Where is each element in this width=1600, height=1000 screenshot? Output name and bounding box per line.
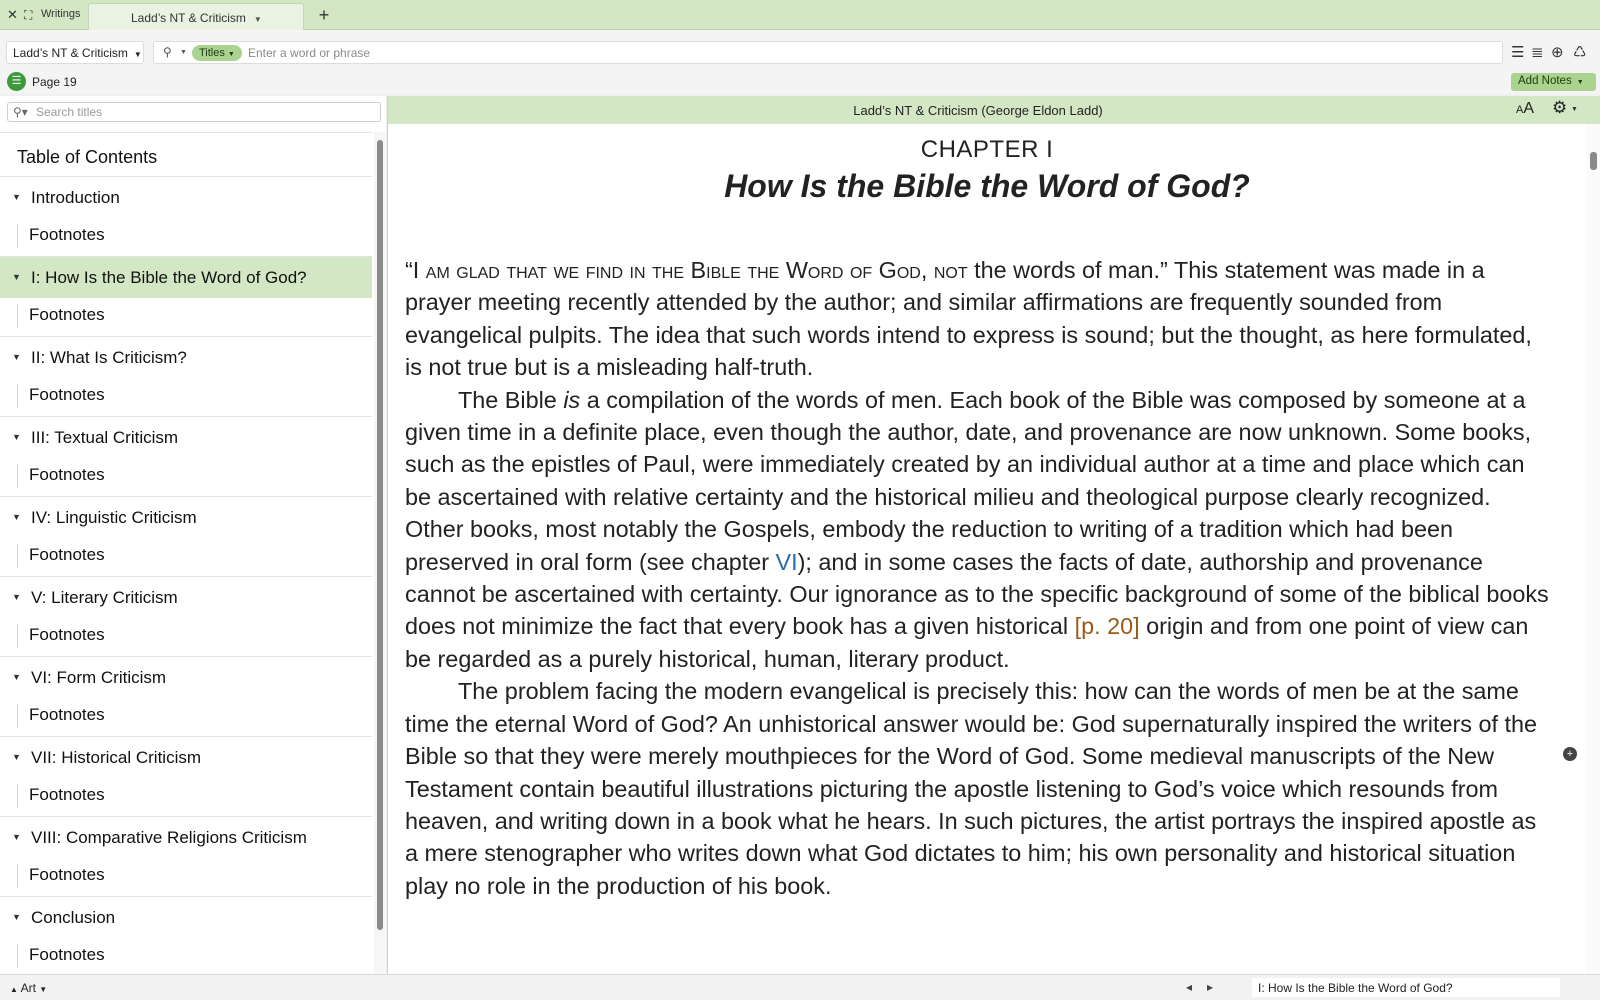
app-name: Writings xyxy=(41,8,81,20)
sync-icon[interactable]: ♺ xyxy=(1573,44,1587,61)
toc-item-chapter-5[interactable] xyxy=(0,577,372,618)
toc-item-chapter-6[interactable] xyxy=(0,657,372,698)
toc-list xyxy=(0,132,372,974)
toc-item-chapter-3[interactable] xyxy=(0,417,372,458)
paragraph: The problem facing the modern evangelical is precisely this: how can the words of men be at the same time the eternal Word of God? An unhistorical answer would be: God supernaturally inspired the writers of the Bible so that they were merely mouthpieces for the Word of God. Some medieval manuscripts of the New Testament contain beautiful illustrations picturing the apostle listening to God’s voice which resounds from heaven, and writing down in a book what he hears. In such pictures, the artist portrays the inspired apostle as a mere stenographer who writes down what God dictates to him; his own personality and historical situation play no role in the production of his book. xyxy=(405,678,1538,899)
paragraph-text: origin and from one point of view can be regarded as a purely historical, human, literary product. xyxy=(405,613,1529,672)
toc-group xyxy=(0,577,372,657)
paragraph-text: the words of man.” This statement was made in a prayer meeting recently attended by the author; and similar affirmations are frequently sounded from evangelical pulpits. The idea that such words intend to express is sound; but the thought, as here formulated, is not true but is a misleading half-truth. xyxy=(405,257,1532,381)
chapter-text xyxy=(405,254,1555,902)
toc-item-label: VI: Form Criticism xyxy=(31,668,167,687)
page-indicator: Page 19 xyxy=(32,75,77,89)
toc-sub-footnotes[interactable]: Footnotes xyxy=(0,618,372,656)
chapter-link[interactable]: VI xyxy=(775,548,798,575)
toc-item-introduction[interactable] xyxy=(0,177,372,218)
disclosure-triangle-icon[interactable]: ▼ xyxy=(12,592,21,602)
toc-item-label: II: What Is Criticism? xyxy=(31,348,187,367)
disclosure-triangle-icon[interactable]: ▼ xyxy=(12,672,21,682)
toc-item-label: Introduction xyxy=(31,188,120,207)
new-tab-button[interactable]: + xyxy=(318,5,330,25)
chevron-down-icon: ▼ xyxy=(227,51,235,58)
toc-sub-footnotes[interactable]: Footnotes xyxy=(0,858,372,896)
title-search-input[interactable] xyxy=(34,104,374,120)
search-input[interactable] xyxy=(246,44,1486,62)
toc-panel xyxy=(0,96,386,974)
reader-body xyxy=(388,124,1586,974)
chevron-down-icon: ▼ xyxy=(1576,79,1584,86)
reader-scrollbar[interactable] xyxy=(1586,124,1600,974)
toc-item-chapter-4[interactable] xyxy=(0,497,372,538)
chapter-number: CHAPTER I xyxy=(920,136,1054,163)
bottom-bar xyxy=(0,974,1600,1000)
toc-item-chapter-7[interactable] xyxy=(0,737,372,778)
disclosure-triangle-icon[interactable]: ▼ xyxy=(12,352,21,362)
toc-sub-footnotes[interactable]: Footnotes xyxy=(0,298,372,336)
disclosure-triangle-icon[interactable]: ▼ xyxy=(12,912,21,922)
chevron-up-icon: ▲ xyxy=(10,985,18,994)
chevron-down-icon[interactable]: ▼ xyxy=(253,15,262,24)
toc-heading: Table of Contents xyxy=(0,133,372,177)
title-search-box[interactable] xyxy=(7,102,381,122)
layout-button[interactable] xyxy=(10,981,47,995)
toc-sub-footnotes[interactable]: Footnotes xyxy=(0,458,372,496)
paragraph-lead: “I am glad that we find in the Bible the Word of God, not xyxy=(405,257,968,283)
toc-group xyxy=(0,657,372,737)
font-size-icon[interactable]: AA xyxy=(1516,100,1535,117)
toc-scrollbar[interactable] xyxy=(374,132,386,974)
chevron-down-icon: ▼ xyxy=(39,985,48,994)
search-scope-pill[interactable] xyxy=(192,45,242,61)
disclosure-triangle-icon[interactable]: ▼ xyxy=(12,512,21,522)
chevron-down-icon: ▼ xyxy=(133,50,142,59)
toc-sub-footnotes[interactable]: Footnotes xyxy=(0,778,372,816)
toc-group xyxy=(0,417,372,497)
disclosure-triangle-icon[interactable]: ▼ xyxy=(12,192,21,202)
toc-group xyxy=(0,257,372,337)
gear-icon[interactable]: ⚙ xyxy=(1552,98,1568,117)
fullscreen-icon[interactable]: ⛶ xyxy=(24,8,33,22)
toc-group xyxy=(0,817,372,897)
toc-item-label: Conclusion xyxy=(31,908,116,927)
add-notes-button[interactable] xyxy=(1511,73,1596,91)
toc-item-label: IV: Linguistic Criticism xyxy=(31,508,197,527)
resource-label: Ladd’s NT & Criticism xyxy=(13,46,128,60)
sidebar-icon[interactable]: ≣ xyxy=(1531,44,1544,61)
reader-pane xyxy=(387,96,1600,974)
scrollbar-thumb[interactable] xyxy=(377,140,383,930)
disclosure-triangle-icon[interactable]: ▼ xyxy=(12,272,21,282)
paragraph xyxy=(405,384,1555,676)
toc-item-label: I: How Is the Bible the Word of God? xyxy=(31,268,307,287)
toc-sub-footnotes[interactable]: Footnotes xyxy=(0,378,372,416)
toc-group xyxy=(0,737,372,817)
layout-label: Art xyxy=(20,981,36,995)
status-row xyxy=(0,70,1600,94)
toc-group xyxy=(0,177,372,257)
location-field[interactable]: I: How Is the Bible the Word of God? xyxy=(1252,978,1560,997)
toc-item-label: VII: Historical Criticism xyxy=(31,748,202,767)
disclosure-triangle-icon[interactable]: ▼ xyxy=(12,752,21,762)
tab-active[interactable] xyxy=(88,3,304,30)
disclosure-triangle-icon[interactable]: ▼ xyxy=(12,832,21,842)
paragraph-text: ); and in some cases the facts of date, authorship and provenance cannot be ascertained with certainty. Our ignorance as to the specific background of some of the biblical books does not minimize the fact that every book has a given historical xyxy=(405,548,1549,640)
toc-sub-footnotes[interactable]: Footnotes xyxy=(0,538,372,576)
emphasis: is xyxy=(563,386,581,413)
resource-selector[interactable] xyxy=(6,41,144,64)
close-icon[interactable]: ✕ xyxy=(7,7,18,22)
search-bar[interactable] xyxy=(153,41,1503,64)
toc-group xyxy=(0,897,372,974)
chevron-down-icon[interactable]: ▼ xyxy=(180,49,187,56)
toc-item-label: V: Literary Criticism xyxy=(31,588,178,607)
toc-item-conclusion[interactable] xyxy=(0,897,372,938)
scrollbar-thumb[interactable] xyxy=(1590,152,1597,170)
chevron-left-icon[interactable]: ◂ xyxy=(1186,980,1193,994)
paragraph-text: The Bible xyxy=(458,386,564,413)
tab-label: Ladd’s NT & Criticism xyxy=(131,11,246,25)
tab-bar xyxy=(0,0,1600,30)
page-reference: [p. 20] xyxy=(1074,613,1140,640)
toc-item-chapter-2[interactable] xyxy=(0,337,372,378)
toc-sub-footnotes[interactable]: Footnotes xyxy=(0,938,372,974)
toc-item-chapter-8[interactable] xyxy=(0,817,372,858)
toc-sub-footnotes[interactable]: Footnotes xyxy=(0,218,372,256)
reader-title: Ladd’s NT & Criticism (George Eldon Ladd) xyxy=(853,103,1103,118)
toc-item-chapter-1[interactable] xyxy=(0,257,372,298)
chevron-right-icon[interactable]: ▸ xyxy=(1207,980,1214,994)
reader-header xyxy=(388,96,1600,124)
toc-sub-footnotes[interactable]: Footnotes xyxy=(0,698,372,736)
toolbar xyxy=(0,30,1600,74)
list-icon[interactable]: ☰ xyxy=(1511,44,1525,61)
search-icon: ⚲▾ xyxy=(13,105,28,119)
disclosure-triangle-icon[interactable]: ▼ xyxy=(12,432,21,442)
add-circle-icon[interactable]: ⊕ xyxy=(1551,44,1564,61)
table-of-contents-icon[interactable]: ☰ xyxy=(7,72,26,91)
chapter-title: How Is the Bible the Word of God? xyxy=(724,168,1250,204)
search-icon[interactable]: ⚲ xyxy=(163,45,172,59)
add-notes-label: Add Notes xyxy=(1518,75,1572,87)
toc-item-label: III: Textual Criticism xyxy=(31,428,179,447)
toc-group xyxy=(0,337,372,417)
toc-item-label: VIII: Comparative Religions Criticism xyxy=(31,828,307,847)
paragraph xyxy=(405,254,1555,384)
add-note-icon[interactable]: + xyxy=(1563,747,1577,761)
search-scope-label: Titles xyxy=(199,47,225,59)
toc-group xyxy=(0,497,372,577)
paragraph-text: a compilation of the words of men. Each book of the Bible was composed by someone at a given time in a definite place, even though the author, date, and provenance are now unknown. Some books, such as the epistles of Paul, were immediately created by an individual author at a time and place which can be ascertained with relative certainty and the historical milieu and theological purpose clearly recognized. Other books, most notably the Gospels, embody the reduction to writing of a tradition which had been preserved in oral form (see chapter xyxy=(405,386,1532,575)
chevron-down-icon[interactable]: ▼ xyxy=(1571,106,1578,113)
